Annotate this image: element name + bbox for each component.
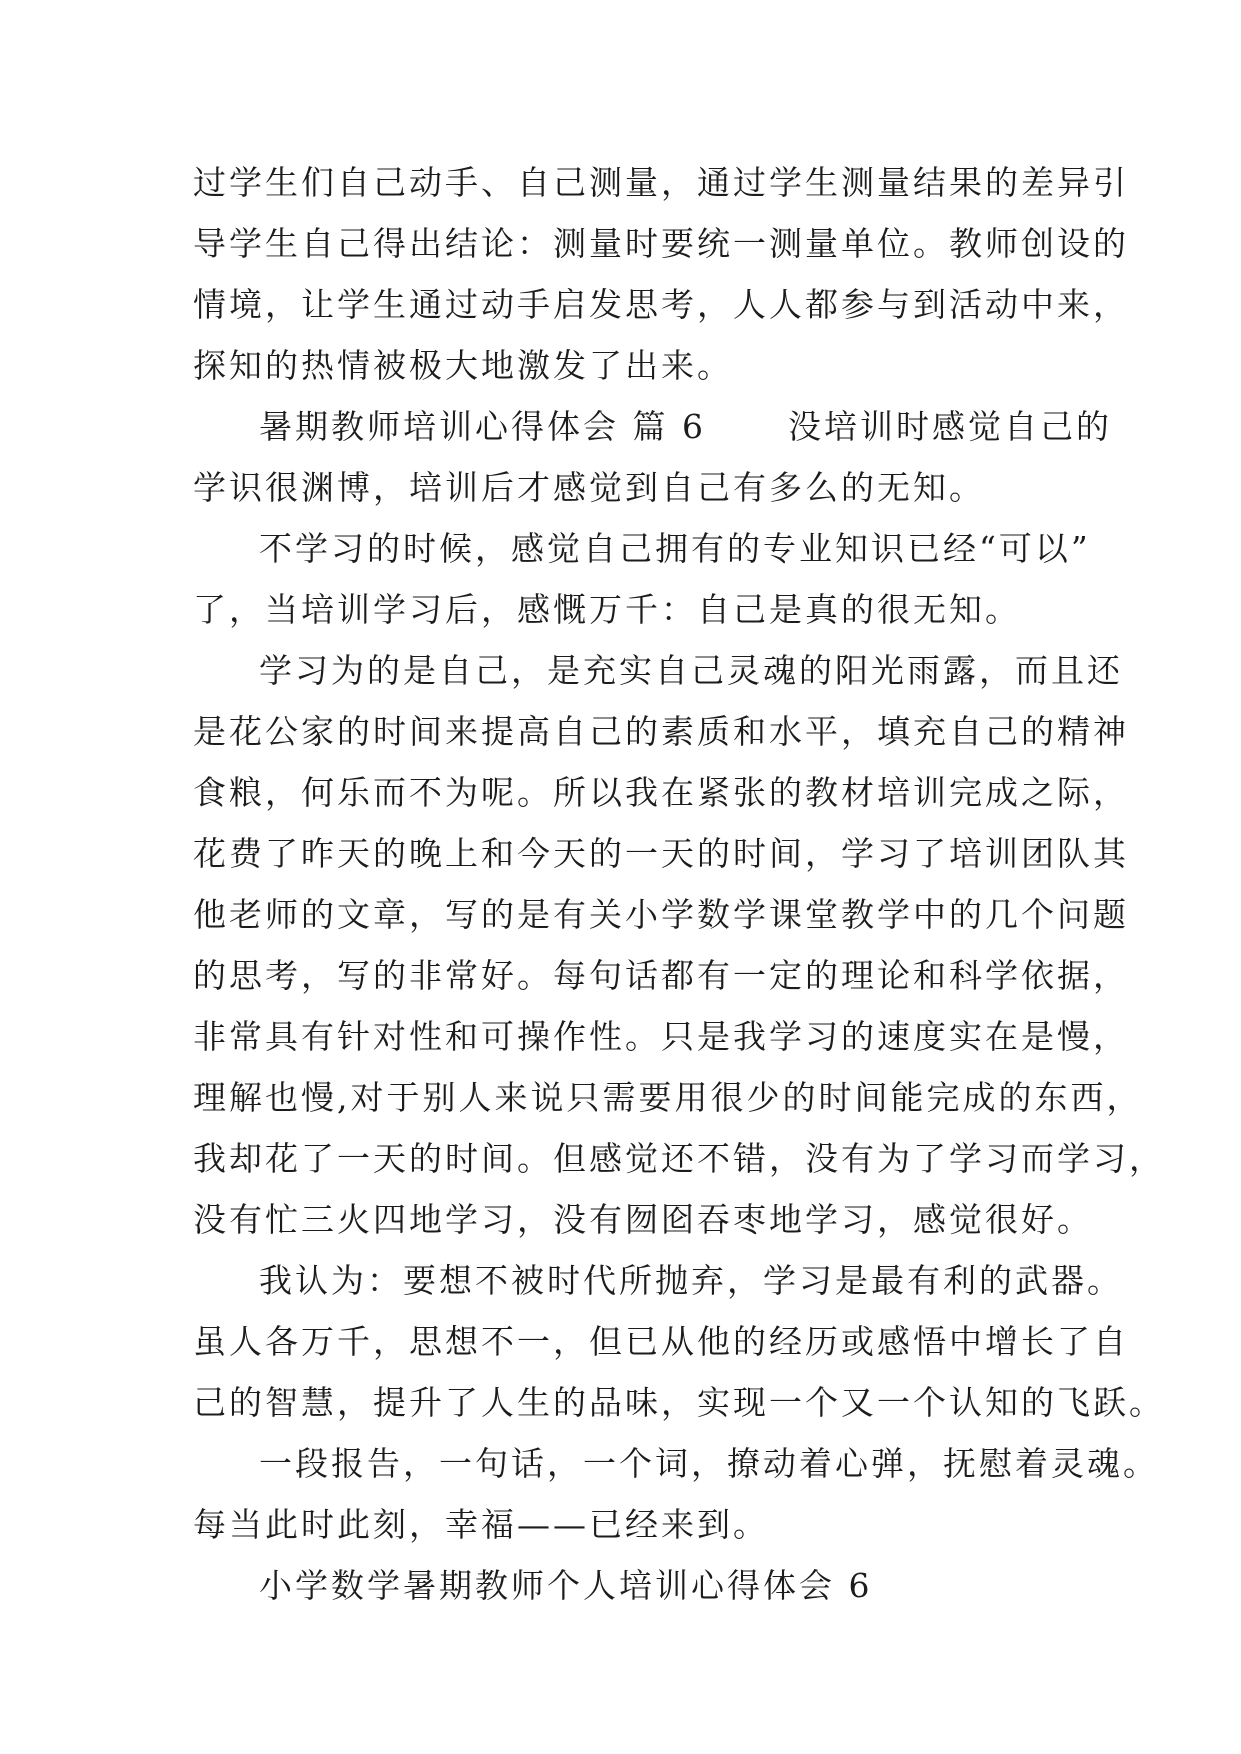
text-line: 没有忙三火四地学习，没有囫囵吞枣地学习，感觉很好。 bbox=[193, 1200, 1093, 1239]
text-line: 探知的热情被极大地激发了出来。 bbox=[193, 346, 733, 385]
text-line: 己的智慧，提升了人生的品味，实现一个又一个认知的飞跃。 bbox=[193, 1383, 1165, 1422]
paragraph bbox=[193, 1250, 1165, 1433]
text-line: 一段报告，一句话，一个词，撩动着心弹，抚慰着灵魂。 bbox=[259, 1444, 1159, 1483]
text-line: 每当此时此刻，幸福——已经来到。 bbox=[193, 1505, 769, 1544]
text-line: 虽人各万千，思想不一，但已从他的经历或感悟中增长了自 bbox=[193, 1322, 1129, 1361]
text-line: 我却花了一天的时间。但感觉还不错，没有为了学习而学习， bbox=[193, 1139, 1165, 1178]
paragraph bbox=[193, 518, 1091, 640]
text-line: 是花公家的时间来提高自己的素质和水平，填充自己的精神 bbox=[193, 712, 1129, 751]
document-body bbox=[193, 152, 1165, 1616]
text-line: 花费了昨天的晚上和今天的一天的时间，学习了培训团队其 bbox=[193, 834, 1129, 873]
text-line: 学识很渊博，培训后才感觉到自己有多么的无知。 bbox=[193, 468, 985, 507]
text-line: 情境，让学生通过动手启发思考，人人都参与到活动中来， bbox=[193, 285, 1129, 324]
heading-tail-text: 没培训时感觉自己的 bbox=[787, 407, 1112, 446]
text-line: 的思考，写的非常好。每句话都有一定的理论和科学依据， bbox=[193, 956, 1129, 995]
text-line: 他老师的文章，写的是有关小学数学课堂教学中的几个问题 bbox=[193, 895, 1129, 934]
paragraph-section-heading bbox=[193, 396, 1112, 518]
text-line: 我认为：要想不被时代所抛弃，学习是最有利的武器。 bbox=[259, 1261, 1123, 1300]
paragraph bbox=[193, 1433, 1159, 1555]
paragraph bbox=[193, 152, 1129, 396]
text-line: 了，当培训学习后，感慨万千：自己是真的很无知。 bbox=[193, 590, 1021, 629]
text-line: 不学习的时候，感觉自己拥有的专业知识已经“可以” bbox=[259, 529, 1091, 568]
text-line bbox=[193, 396, 1112, 457]
paragraph bbox=[193, 640, 1165, 1250]
text-line: 理解也慢,对于别人来说只需要用很少的时间能完成的东西， bbox=[193, 1078, 1143, 1117]
section-heading: 暑期教师培训心得体会 篇 6 bbox=[259, 407, 706, 446]
text-line: 导学生自己得出结论：测量时要统一测量单位。教师创设的 bbox=[193, 224, 1129, 263]
text-line: 过学生们自己动手、自己测量，通过学生测量结果的差异引 bbox=[193, 163, 1129, 202]
paragraph-title bbox=[193, 1555, 1055, 1616]
document-title-line: 小学数学暑期教师个人培训心得体会 6 bbox=[259, 1566, 873, 1605]
text-line: 学习为的是自己，是充实自己灵魂的阳光雨露，而且还 bbox=[259, 651, 1123, 690]
text-line: 食粮，何乐而不为呢。所以我在紧张的教材培训完成之际， bbox=[193, 773, 1129, 812]
text-line: 非常具有针对性和可操作性。只是我学习的速度实在是慢， bbox=[193, 1017, 1129, 1056]
